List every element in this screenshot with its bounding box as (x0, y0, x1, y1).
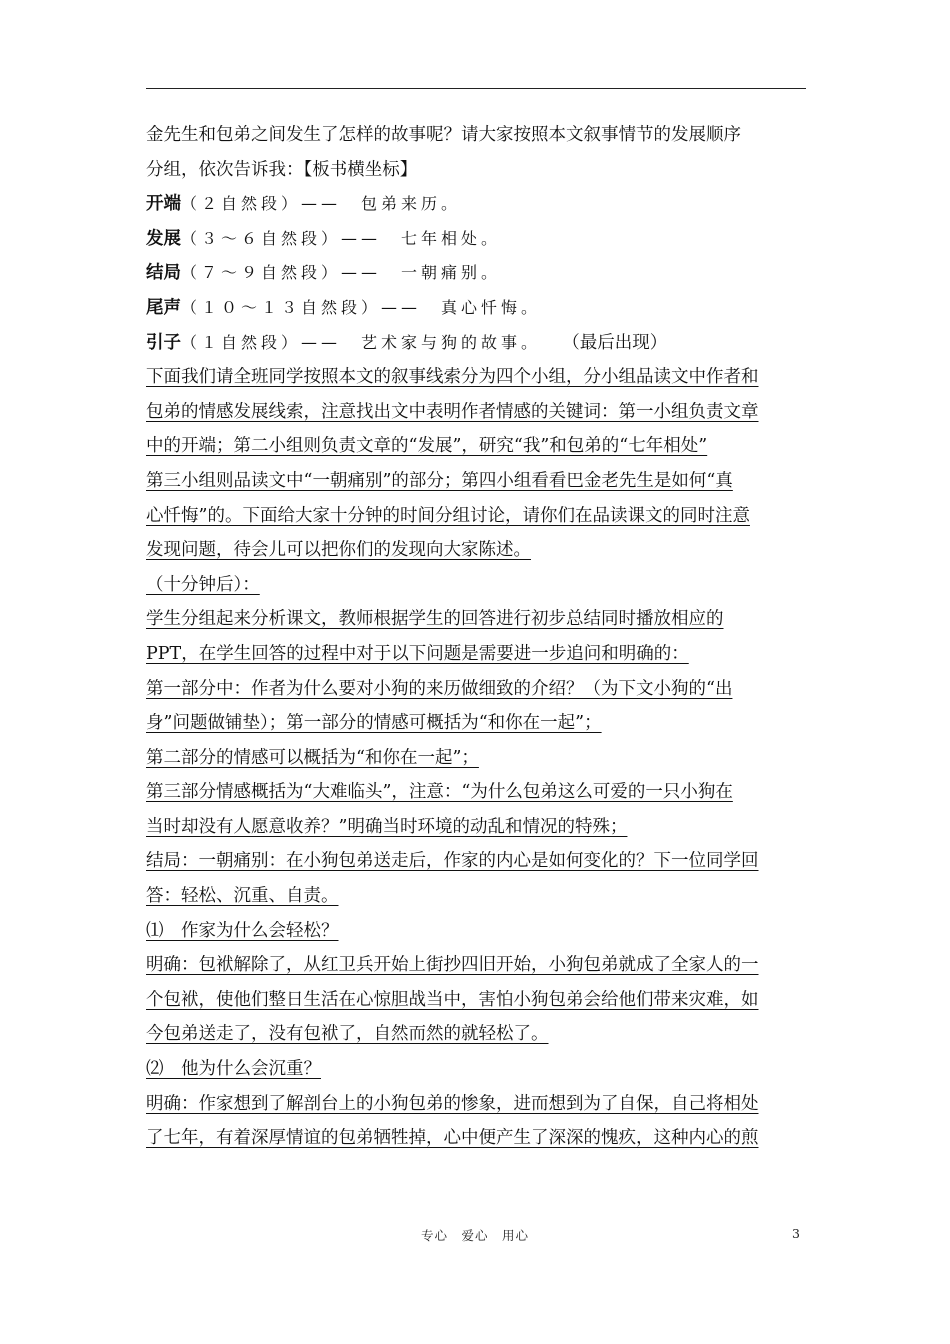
section-yinzi (146, 326, 806, 361)
document-body (146, 118, 806, 1156)
body-line: 明确：包袱解除了，从红卫兵开始上街抄四旧开始，小狗包弟就成了全家人的一 (146, 955, 759, 976)
intro-line: 分组，依次告诉我：【板书横坐标】 (146, 159, 418, 180)
section-detail: （２自然段）—— 包弟来历。 (181, 194, 462, 214)
body-line: 明确：作家想到了解剖台上的小狗包弟的惨象，进而想到为了自保，自己将相处 (146, 1093, 759, 1114)
body-line: 学生分组起来分析课文，教师根据学生的回答进行初步总结同时播放相应的 (146, 609, 724, 630)
body-line: 下面我们请全班同学按照本文的叙事线索分为四个小组，分小组品读文中作者和 (146, 367, 759, 388)
body-line: 发现问题，待会儿可以把你们的发现向大家陈述。 (146, 540, 531, 561)
body-line: 第二部分的情感可以概括为“和你在一起”； (146, 747, 479, 768)
header-rule (146, 88, 806, 89)
body-line: PPT，在学生回答的过程中对于以下问题是需要进一步追问和明确的： (146, 643, 689, 664)
body-line: ⑵ 他为什么会沉重？ (146, 1059, 321, 1080)
footer-motto: 专心 爱心 用心 (420, 1228, 529, 1243)
section-detail: （７～９自然段）—— 一朝痛别。 (181, 263, 502, 283)
page-number: 3 (792, 1226, 800, 1241)
section-detail: （３～６自然段）—— 七年相处。 (181, 228, 502, 248)
section-head: 结局 (146, 263, 181, 284)
intro-line: 金先生和包弟之间发生了怎样的故事呢？请大家按照本文叙事情节的发展顺序 (146, 125, 741, 145)
body-line: 第三部分情感概括为“大难临头”，注意：“为什么包弟这么可爱的一只小狗在 (146, 782, 733, 803)
section-head: 尾声 (146, 297, 181, 318)
body-line: （十分钟后）： (146, 574, 260, 595)
body-line: 中的开端；第二小组则负责文章的“发展”，研究“我”和包弟的“七年相处” (146, 436, 708, 457)
section-head: 引子 (146, 332, 181, 353)
body-line: 答：轻松、沉重、自责。 (146, 886, 339, 907)
body-line: 身”问题做铺垫）；第一部分的情感可概括为“和你在一起”； (146, 713, 602, 734)
section-head: 开端 (146, 194, 181, 215)
body-line: 了七年，有着深厚情谊的包弟牺牲掉，心中便产生了深深的愧疚，这种内心的煎 (146, 1128, 759, 1149)
body-line: 结局：一朝痛别：在小狗包弟送走后，作家的内心是如何变化的？下一位同学回 (146, 851, 759, 872)
body-line: 第三小组则品读文中“一朝痛别”的部分；第四小组看看巴金老先生是如何“真 (146, 470, 733, 491)
section-note: （最后出现） (571, 332, 668, 353)
section-weisheng (146, 291, 806, 326)
section-kaiduan (146, 187, 806, 222)
body-line: 包弟的情感发展线索，注意找出文中表明作者情感的关键词：第一小组负责文章 (146, 401, 759, 422)
body-line: 心忏悔”的。下面给大家十分钟的时间分组讨论，请你们在品读课文的同时注意 (146, 505, 750, 526)
section-detail: （１０～１３自然段）—— 真心忏悔。 (181, 297, 542, 317)
section-jieju (146, 256, 806, 291)
section-fazhan (146, 222, 806, 257)
section-detail: （１自然段）—— 艺术家与狗的故事。 (181, 332, 542, 352)
body-line: 今包弟送走了，没有包袱了，自然而然的就轻松了。 (146, 1024, 549, 1045)
body-line: 个包袱，使他们整日生活在心惊胆战当中，害怕小狗包弟会给他们带来灾难，如 (146, 989, 759, 1010)
body-line: 当时却没有人愿意收养？”明确当时环境的动乱和情况的特殊； (146, 816, 628, 837)
body-line: 第一部分中：作者为什么要对小狗的来历做细致的介绍？（为下文小狗的“出 (146, 678, 733, 699)
body-line: ⑴ 作家为什么会轻松？ (146, 920, 339, 941)
section-head: 发展 (146, 228, 181, 249)
